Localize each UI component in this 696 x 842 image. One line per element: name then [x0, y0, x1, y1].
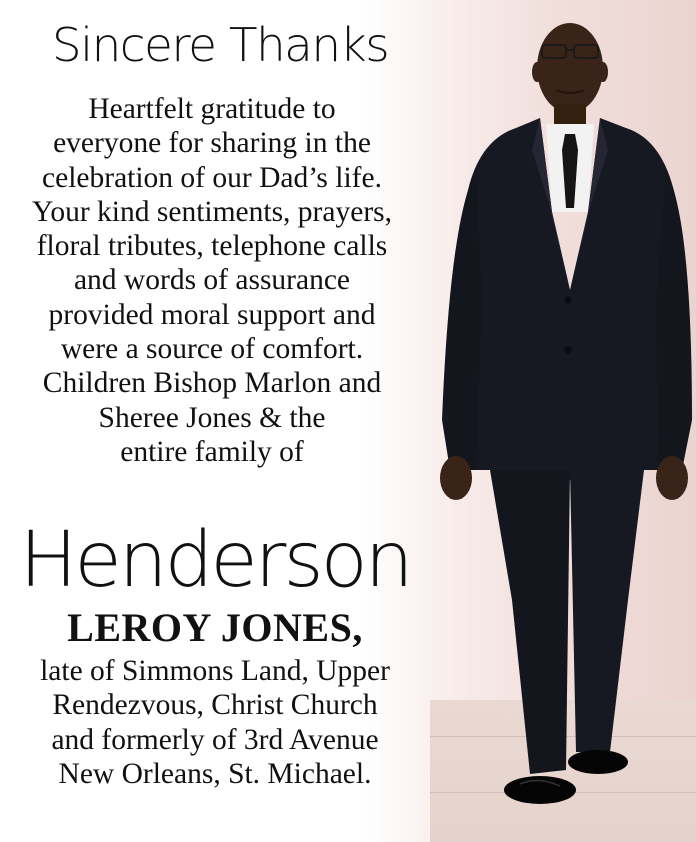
thanks-message: [0, 92, 424, 469]
message-line: everyone for sharing in the: [53, 127, 371, 160]
message-line: were a source of comfort.: [60, 333, 364, 366]
message-line: Your kind sentiments, prayers,: [32, 195, 392, 228]
message-line: Children Bishop Marlon and: [42, 367, 382, 400]
address-line: and formerly of 3rd Avenue: [51, 723, 379, 756]
address-block: [0, 654, 430, 791]
address-line: New Orleans, St. Michael.: [58, 757, 372, 790]
message-line: Sheree Jones & the: [98, 401, 326, 434]
surname-heading: Henderson: [19, 516, 411, 605]
message-line: entire family of: [120, 435, 304, 468]
heading-sincere-thanks: Sincere Thanks: [51, 18, 389, 72]
message-line: provided moral support and: [48, 298, 376, 331]
full-name: LEROY JONES,: [67, 605, 363, 650]
portrait-photo: [420, 0, 696, 842]
address-line: Rendezvous, Christ Church: [52, 689, 378, 722]
message-line: Heartfelt gratitude to: [88, 93, 336, 125]
message-line: celebration of our Dad’s life.: [42, 161, 382, 194]
message-line: floral tributes, telephone calls: [36, 230, 388, 263]
message-line: and words of assurance: [73, 264, 351, 297]
address-line: late of Simmons Land, Upper: [40, 655, 390, 687]
